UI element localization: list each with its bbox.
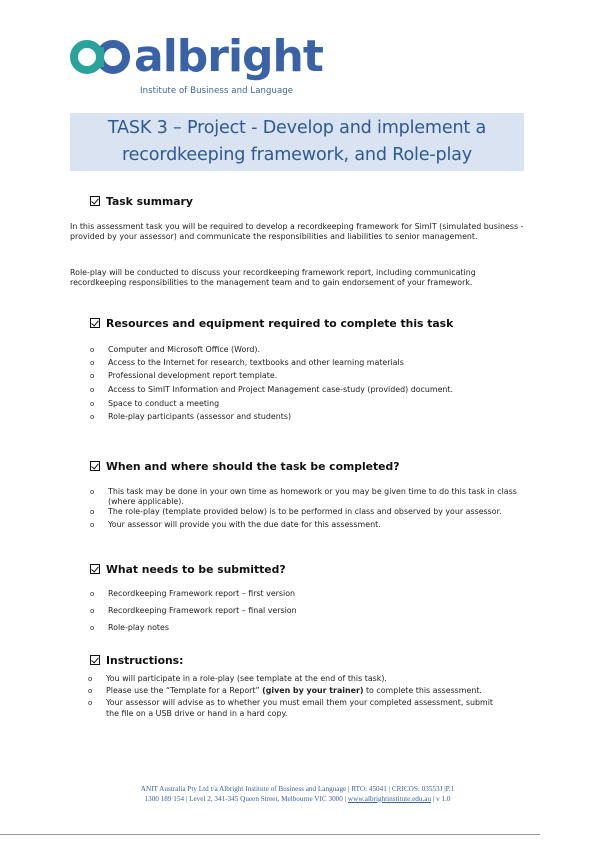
instructions-heading-text: Instructions: — [106, 654, 184, 667]
when-where-heading-text: When and where should the task be completed? — [106, 460, 400, 473]
list-item: o Role-play participants (assessor and students) — [90, 412, 530, 422]
list-item: o The role-play (template provided below) is to be performed in class and observed by your assessor. — [90, 507, 530, 517]
website-link[interactable]: www.albrightinstitute.edu.au — [347, 794, 432, 803]
list-item: o Access to SimIT Information and Project Management case-study (provided) document. — [90, 385, 480, 395]
task-summary-paragraph-1: In this assessment task you will be required to develop a recordkeeping framework for SimIT (simulated business - provided by your assessor) and communicate the responsibilities and liabilities to senior management. — [70, 222, 524, 242]
submission-list — [90, 589, 530, 634]
checkbox-checked-icon — [90, 564, 100, 574]
page-footer — [60, 785, 535, 804]
list-item: o Space to conduct a meeting — [90, 399, 530, 409]
footer-version-text: | v 1.0 — [431, 794, 451, 803]
list-item: o Professional development report template. — [90, 371, 530, 381]
list-item — [88, 686, 508, 696]
logo-tagline: Institute of Business and Language — [140, 86, 294, 96]
instructions-heading — [90, 654, 183, 667]
submission-heading — [90, 563, 286, 576]
checkbox-checked-icon — [90, 461, 100, 471]
list-item: o This task may be done in your own time as homework or you may be given time to do this task in class (where applicable). — [90, 487, 530, 507]
instruction-text: Please use the “Template for a Report” — [106, 686, 263, 696]
submission-heading-text: What needs to be submitted? — [106, 563, 286, 576]
albright-logo-mark-icon — [70, 34, 132, 80]
list-item: o Recordkeeping Framework report – final version — [90, 606, 530, 616]
footer-line-2 — [60, 795, 535, 805]
when-where-list — [90, 487, 530, 530]
list-item: o Computer and Microsoft Office (Word). — [90, 345, 530, 355]
resources-list — [90, 345, 530, 422]
when-where-heading — [90, 460, 399, 473]
resources-heading — [90, 317, 453, 330]
task-title-line-2: recordkeeping framework, and Role-play — [122, 145, 472, 165]
task-title-line-1: TASK 3 – Project - Develop and implement a — [107, 118, 487, 138]
list-item: o Recordkeeping Framework report – first version — [90, 589, 530, 599]
instruction-bold-text: (given by your trainer) — [262, 686, 364, 696]
instructions-list — [88, 674, 508, 719]
list-item: o Role-play notes — [90, 623, 530, 633]
task-summary-paragraph-2: Role-play will be conducted to discuss your recordkeeping framework report, including communicating recordkeeping responsibilities to the management team and to gain endorsement of your framework. — [70, 268, 476, 288]
task-summary-heading-text: Task summary — [106, 195, 193, 208]
footer-line-1: ANIT Australia Pty Ltd t/a Albright Institute of Business and Language | RTO: 45041 | CRICOS: 03553J |P.1 — [140, 785, 455, 793]
footer-divider — [0, 834, 540, 835]
list-item: o You will participate in a role-play (see template at the end of this task). — [88, 674, 508, 684]
task-summary-heading — [90, 195, 193, 208]
instruction-text: to complete this assessment. — [363, 686, 482, 696]
list-item: o Your assessor will provide you with the due date for this assessment. — [90, 520, 530, 530]
footer-contact-text: 1300 189 154 | Level 2, 341-345 Queen Street, Melbourne VIC 3000 | — [144, 794, 348, 803]
albright-logo — [70, 30, 323, 100]
checkbox-checked-icon — [90, 655, 100, 665]
logo-brand-name: albright — [134, 31, 323, 82]
task-title — [70, 113, 524, 171]
resources-heading-text: Resources and equipment required to complete this task — [106, 317, 454, 330]
checkbox-checked-icon — [90, 196, 100, 206]
list-item: o Access to the Internet for research, textbooks and other learning materials — [90, 358, 530, 368]
list-item: o Your assessor will advise as to whether you must email them your completed assessment, submit the file on a USB drive or hand in a hard copy. — [88, 698, 508, 718]
checkbox-checked-icon — [90, 318, 100, 328]
